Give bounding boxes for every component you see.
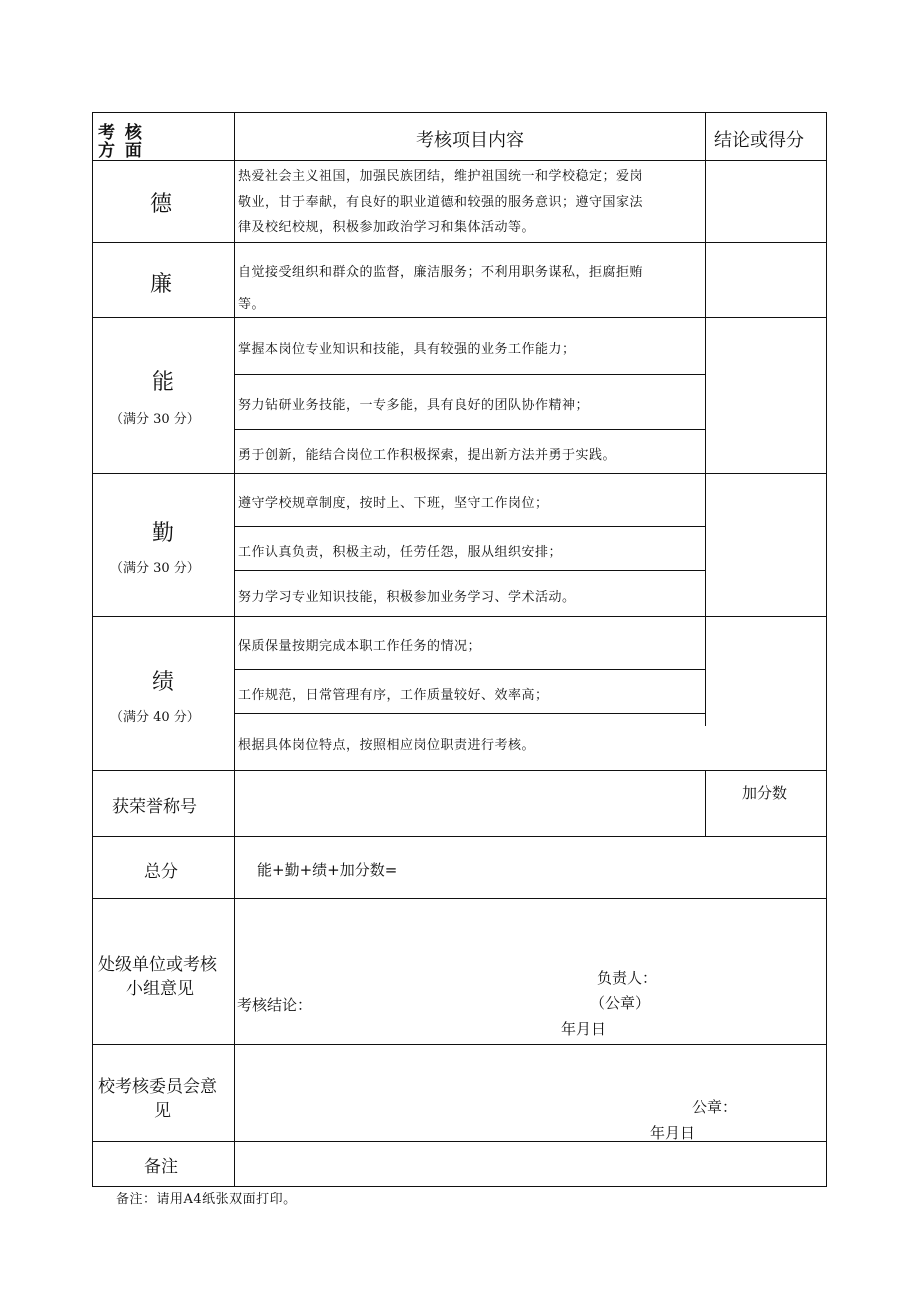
header-content: 考核项目内容 bbox=[416, 130, 524, 151]
committee-label-line2: 见 bbox=[154, 1101, 171, 1121]
header-aspect-line1: 考 核 bbox=[98, 123, 144, 143]
row-divider bbox=[92, 160, 827, 161]
row-divider bbox=[92, 616, 827, 617]
sub-row-divider bbox=[234, 669, 706, 670]
table-border-right bbox=[826, 112, 827, 1187]
sub-row-divider bbox=[234, 570, 706, 571]
lian-content-line: 等。 bbox=[238, 297, 266, 312]
column-divider-aspect bbox=[234, 112, 235, 1187]
aspect-neng-label: 能 bbox=[152, 370, 175, 395]
row-divider bbox=[92, 836, 827, 837]
aspect-ji-max: （满分 40 分） bbox=[110, 710, 200, 725]
de-content-line: 律及校纪校规，积极参加政治学习和集体活动等。 bbox=[238, 220, 536, 235]
total-formula: 能+勤+绩+加分数= bbox=[257, 861, 398, 879]
aspect-lian-label: 廉 bbox=[150, 272, 173, 297]
row-divider bbox=[92, 1044, 827, 1045]
assessment-form-table bbox=[92, 112, 827, 1187]
header-aspect-line2: 方 面 bbox=[98, 141, 144, 161]
neng-item: 努力钻研业务技能，一专多能，具有良好的团队协作精神； bbox=[238, 398, 590, 413]
qin-item: 努力学习专业知识技能，积极参加业务学习、学术活动。 bbox=[238, 590, 576, 605]
sub-row-divider bbox=[234, 374, 706, 375]
dept-label-line2: 小组意见 bbox=[126, 979, 194, 999]
table-border-bottom bbox=[92, 1186, 827, 1187]
bonus-label: 加分数 bbox=[742, 784, 788, 802]
aspect-qin-label: 勤 bbox=[152, 521, 175, 546]
row-divider bbox=[92, 473, 827, 474]
column-divider-score bbox=[705, 112, 706, 726]
de-content-line: 热爱社会主义祖国，加强民族团结，维护祖国统一和学校稳定；爱岗 bbox=[238, 169, 644, 184]
dept-label-line1: 处级单位或考核 bbox=[98, 955, 217, 975]
aspect-qin-max: （满分 30 分） bbox=[110, 561, 200, 576]
sub-row-divider bbox=[234, 713, 706, 714]
ji-item: 根据具体岗位特点，按照相应岗位职责进行考核。 bbox=[238, 738, 536, 753]
row-divider bbox=[92, 317, 827, 318]
row-divider bbox=[92, 242, 827, 243]
table-border-top bbox=[92, 112, 827, 113]
ji-item: 保质保量按期完成本职工作任务的情况； bbox=[238, 639, 482, 654]
honor-label: 获荣誉称号 bbox=[112, 797, 197, 817]
dept-leader-label: 负责人： bbox=[597, 969, 658, 987]
header-score: 结论或得分 bbox=[714, 130, 804, 151]
committee-label-line1: 校考核委员会意 bbox=[98, 1077, 217, 1097]
footnote: 备注：请用A4纸张双面打印。 bbox=[116, 1192, 297, 1207]
sub-row-divider bbox=[234, 429, 706, 430]
qin-item: 遵守学校规章制度，按时上、下班，坚守工作岗位； bbox=[238, 496, 549, 511]
dept-date-label: 年月日 bbox=[561, 1020, 607, 1038]
ji-item: 工作规范，日常管理有序，工作质量较好、效率高； bbox=[238, 688, 549, 703]
row-divider bbox=[92, 1141, 827, 1142]
committee-date-label: 年月日 bbox=[650, 1124, 696, 1142]
total-label: 总分 bbox=[144, 862, 178, 882]
dept-seal-label: （公章） bbox=[590, 994, 651, 1012]
sub-row-divider bbox=[234, 526, 706, 527]
qin-item: 工作认真负责，积极主动，任劳任怨，服从组织安排； bbox=[238, 545, 563, 560]
aspect-ji-label: 绩 bbox=[152, 670, 175, 695]
dept-conclusion-label: 考核结论： bbox=[237, 996, 313, 1014]
committee-seal-label: 公章： bbox=[692, 1098, 738, 1116]
lian-content-line: 自觉接受组织和群众的监督，廉洁服务；不利用职务谋私，拒腐拒贿 bbox=[238, 265, 644, 280]
remark-label: 备注 bbox=[144, 1157, 178, 1177]
neng-item: 勇于创新，能结合岗位工作积极探索，提出新方法并勇于实践。 bbox=[238, 448, 617, 463]
column-divider-bonus bbox=[705, 770, 706, 837]
neng-item: 掌握本岗位专业知识和技能，具有较强的业务工作能力； bbox=[238, 342, 576, 357]
aspect-de-label: 德 bbox=[150, 192, 173, 217]
de-content-line: 敬业，甘于奉献，有良好的职业道德和较强的服务意识；遵守国家法 bbox=[238, 195, 644, 210]
row-divider bbox=[92, 770, 827, 771]
row-divider bbox=[92, 898, 827, 899]
table-border-left bbox=[92, 112, 93, 1187]
aspect-neng-max: （满分 30 分） bbox=[110, 412, 200, 427]
